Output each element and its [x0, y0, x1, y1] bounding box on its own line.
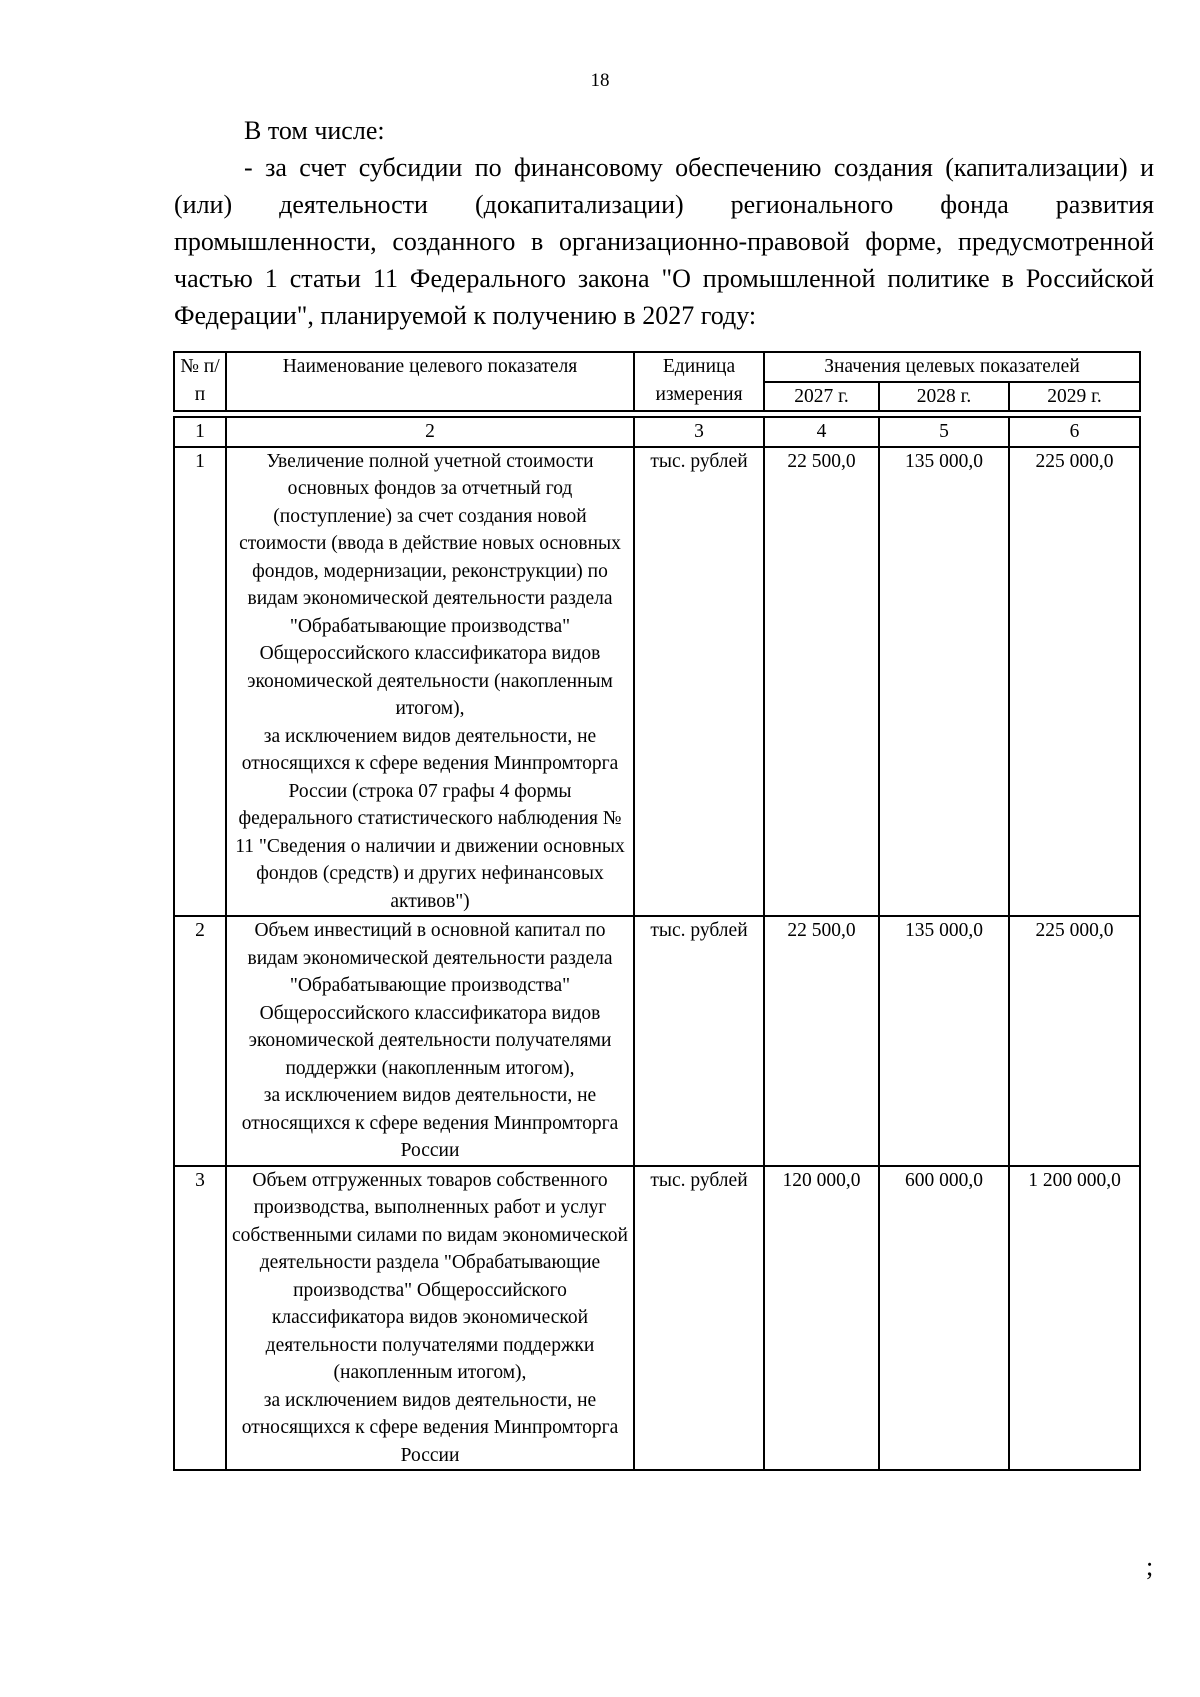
header-values-group: Значения целевых показателей [764, 352, 1140, 382]
column-number: 2 [226, 417, 634, 447]
indicator-value-2028: 135 000,0 [879, 447, 1009, 917]
table-row [174, 916, 1140, 1166]
indicator-value-2028: 600 000,0 [879, 1166, 1009, 1471]
intro-text [174, 112, 1154, 334]
column-number: 6 [1009, 417, 1140, 447]
indicator-name: Увеличение полной учетной стоимости основных фондов за отчетный год (поступление) за счет создания новой стоимости (ввода в действие новых основных фондов, модернизации, реконструкции) по видам экономической деятельности раздела "Обрабатывающие производства" Общероссийского классификатора видов экономической деятельности (накопленным итогом), за исключением видов деятельности, не относящихся к сфере ведения Минпромторга России (строка 07 графы 4 формы федерального статистического наблюдения № 11 "Сведения о наличии и движении основных фондов (средств) и других нефинансовых активов") [226, 447, 634, 917]
column-number: 1 [174, 417, 226, 447]
indicator-value-2029: 225 000,0 [1009, 916, 1140, 1166]
row-number: 3 [174, 1166, 226, 1471]
indicator-name: Объем инвестиций в основной капитал по видам экономической деятельности раздела "Обрабатывающие производства" Общероссийского классификатора видов экономической деятельности получателями поддержки (накопленным итогом), за исключением видов деятельности, не относящихся к сфере ведения Минпромторга России [226, 916, 634, 1166]
header-year: 2027 г. [764, 382, 879, 412]
header-num: № п/п [174, 352, 226, 411]
table-row [174, 1166, 1140, 1471]
header-year: 2029 г. [1009, 382, 1140, 412]
header-name: Наименование целевого показателя [226, 352, 634, 411]
indicator-name: Объем отгруженных товаров собственного производства, выполненных работ и услуг собственными силами по видам экономической деятельности раздела "Обрабатывающие производства" Общероссийского классификатора видов экономической деятельности получателями поддержки (накопленным итогом), за исключением видов деятельности, не относящихся к сфере ведения Минпромторга России [226, 1166, 634, 1471]
indicators-table [173, 351, 1141, 1471]
header-unit: Единица измерения [634, 352, 764, 411]
column-numbers-row [174, 417, 1140, 447]
indicator-unit: тыс. рублей [634, 1166, 764, 1471]
column-number: 4 [764, 417, 879, 447]
indicator-value-2029: 1 200 000,0 [1009, 1166, 1140, 1471]
indicator-value-2029: 225 000,0 [1009, 447, 1140, 917]
indicator-unit: тыс. рублей [634, 447, 764, 917]
indicator-unit: тыс. рублей [634, 916, 764, 1166]
indicator-value-2028: 135 000,0 [879, 916, 1009, 1166]
row-number: 2 [174, 916, 226, 1166]
indicator-value-2027: 22 500,0 [764, 447, 879, 917]
intro-paragraph-1: В том числе: [244, 116, 385, 145]
row-number: 1 [174, 447, 226, 917]
page-number: 18 [590, 70, 610, 91]
table-row [174, 447, 1140, 917]
header-year: 2028 г. [879, 382, 1009, 412]
column-number: 5 [879, 417, 1009, 447]
indicator-value-2027: 120 000,0 [764, 1166, 879, 1471]
intro-paragraph-2: - за счет субсидии по финансовому обеспечению создания (капитализации) и (или) деятельности (докапитализации) регионального фонда развития промышленности, созданного в организационно-правовой форме, предусмотренной частью 1 статьи 11 Федерального закона "О промышленной политике в Российской Федерации", планируемой к получению в 2027 году: [174, 153, 1154, 330]
trailing-semicolon: ; [1146, 1552, 1154, 1581]
column-number: 3 [634, 417, 764, 447]
indicator-value-2027: 22 500,0 [764, 916, 879, 1166]
